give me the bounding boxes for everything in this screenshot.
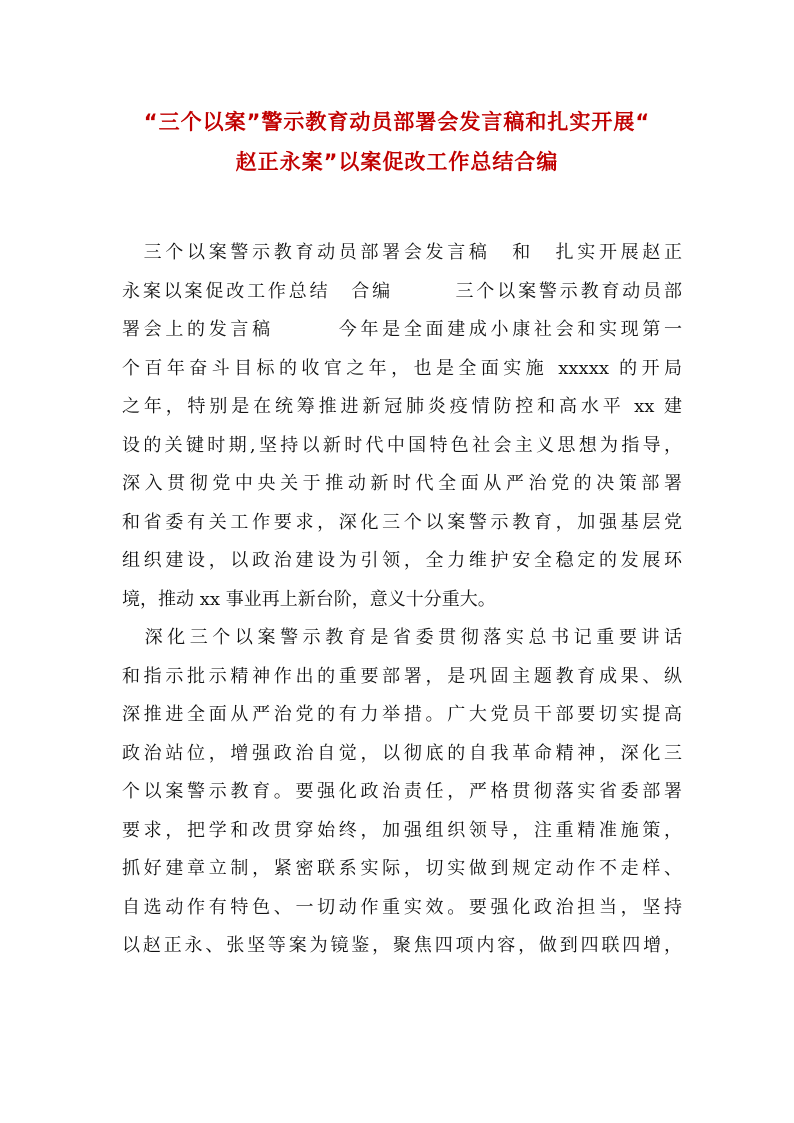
body-line: 深入贯彻党中央关于推动新时代全面从严治党的决策部署	[122, 473, 682, 494]
body-line: 署会上的发言稿 今年是全面建成小康社会和实现第一	[122, 319, 682, 340]
body-line: 个以案警示教育。要强化政治责任，严格贯彻落实省委部署	[122, 781, 682, 802]
body-line: 深推进全面从严治党的有力举措。广大党员干部要切实提高	[122, 704, 682, 725]
body-line: 深化三个以案警示教育是省委贯彻落实总书记重要讲话	[122, 627, 682, 648]
body-line: 自选动作有特色、一切动作重实效。要强化政治担当，坚持	[122, 896, 682, 918]
body-line: 政治站位，增强政治自觉，以彻底的自我革命精神，深化三	[122, 742, 682, 764]
body-line: 以赵正永、张坚等案为镜鉴，聚焦四项内容，做到四联四增，	[122, 935, 682, 956]
body-line: 要求，把学和改贯穿始终，加强组织领导，注重精准施策，	[122, 819, 682, 841]
body-line: 之年，特别是在统筹推进新冠肺炎疫情防控和高水平 xx 建	[122, 396, 682, 417]
document-body	[122, 234, 682, 966]
body-line: 和指示批示精神作出的重要部署，是巩固主题教育成果、纵	[122, 665, 682, 687]
body-line: 境，推动 xx 事业再上新台阶，意义十分重大。	[122, 588, 496, 610]
body-line: 永案以案促改工作总结 合编 三个以案警示教育动员部	[122, 280, 682, 302]
body-line: 三个以案警示教育动员部署会发言稿 和 扎实开展赵正	[122, 242, 682, 263]
body-line: 设的关键时期,坚持以新时代中国特色社会主义思想为指导，	[122, 434, 682, 456]
body-line: 组织建设，以政治建设为引领，全力维护安全稳定的发展环	[122, 550, 682, 571]
body-line: 和省委有关工作要求，深化三个以案警示教育，加强基层党	[122, 511, 682, 533]
body-line: 个百年奋斗目标的收官之年，也是全面实施 xxxxx 的开局	[122, 357, 682, 379]
document-title-line-2: 赵正永案”以案促改工作总结合编	[235, 150, 559, 174]
document-title-line-1: “三个以案”警示教育动员部署会发言稿和扎实开展“	[143, 110, 651, 134]
body-line: 抓好建章立制，紧密联系实际，切实做到规定动作不走样、	[122, 858, 682, 879]
